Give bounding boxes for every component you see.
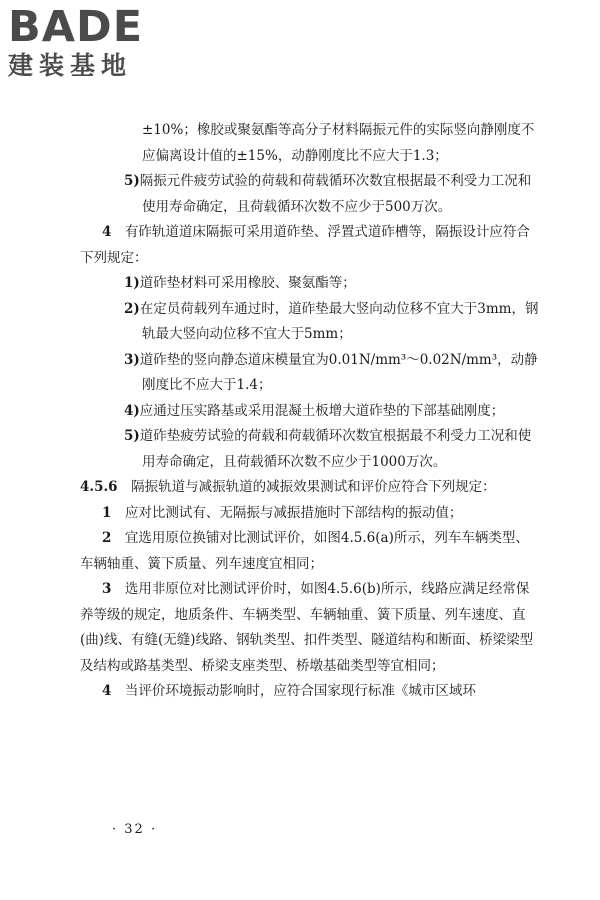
paragraph: 1 应对比测试有、无隔振与减振措施时下部结构的振动值；: [102, 504, 463, 521]
list-item: 5)隔振元件疲劳试验的荷载和荷载循环次数宜根据最不利受力工况和使用寿命确定，且荷载循环次数不应少于500万次。: [124, 173, 532, 215]
clause: 4.5.6 隔振轨道与减振轨道的减振效果测试和评价应符合下列规定：: [80, 479, 496, 495]
bade-logo: [8, 4, 178, 82]
list-item: 4)应通过压实路基或采用混凝土板增大道砟垫的下部基础刚度；: [124, 402, 505, 419]
paragraph: 4 当评价环境振动影响时，应符合国家现行标准《城市区域环: [102, 683, 476, 699]
list-item: 3)道砟垫的竖向静态道床模量宜为0.01N/mm³～0.02N/mm³，动静刚度比不应大于1.4；: [124, 351, 538, 393]
list-item: 5)道砟垫疲劳试验的荷载和荷载循环次数宜根据最不利受力工况和使用寿命确定，且荷载循环次数不应少于1000万次。: [124, 428, 532, 470]
list-item: ±10%；橡胶或聚氨酯等高分子材料隔振元件的实际竖向静刚度不应偏离设计值的±15%，动静刚度比不应大于1.3；: [142, 122, 535, 164]
paragraph: 4 有砟轨道道床隔振可采用道砟垫、浮置式道砟槽等，隔振设计应符合下列规定：: [80, 224, 530, 266]
logo-latin-text: BADE: [8, 2, 144, 52]
paragraph: 2 宜选用原位换铺对比测试评价，如图4.5.6(a)所示，列车车辆类型、车辆轴重、簧下质量、列车速度宜相同；: [80, 530, 529, 572]
logo-chinese-text: 建装基地: [8, 51, 133, 80]
page-number: · 32 ·: [112, 822, 158, 837]
list-item: 1)道砟垫材料可采用橡胶、聚氨酯等；: [124, 275, 356, 291]
document-body: [80, 118, 540, 705]
paragraph: 3 选用非原位对比测试评价时，如图4.5.6(b)所示，线路应满足经常保养等级的规定，地质条件、车辆类型、车辆轴重、簧下质量、列车速度、直(曲)线、有缝(无缝)线路、钢轨类型、扣件类型、隧道结构和断面、桥梁梁型及结构或路基类型、桥梁支座类型、桥墩基础类型等宜相同；: [80, 581, 534, 674]
list-item: 2)在定员荷载列车通过时，道砟垫最大竖向动位移不宜大于3mm，钢轨最大竖向动位移不宜大于5mm；: [124, 300, 539, 342]
